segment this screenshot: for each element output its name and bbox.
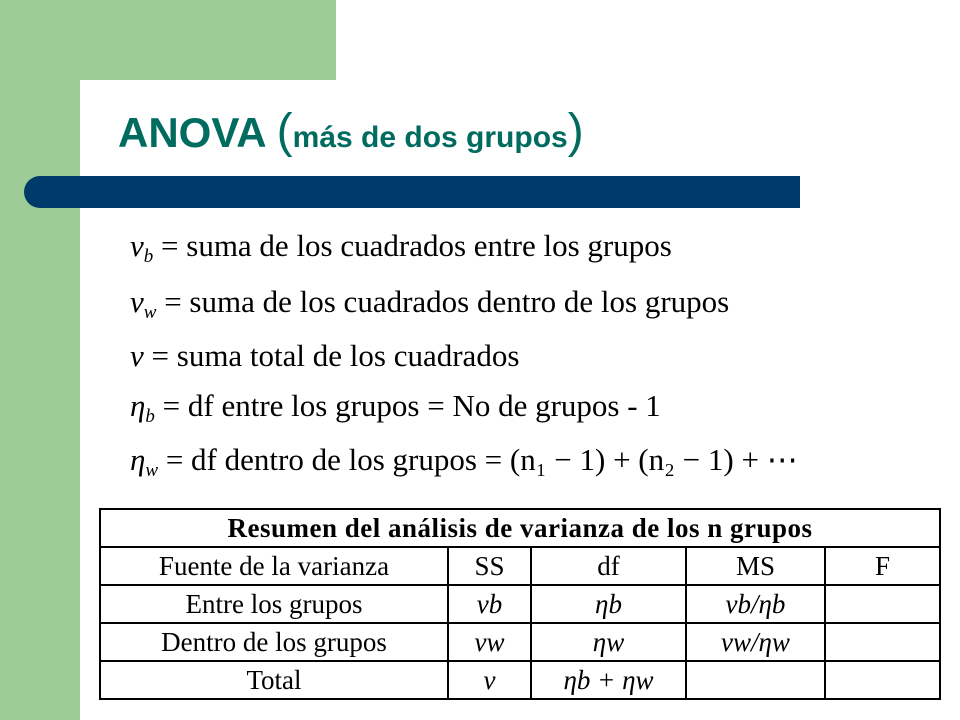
- left-green-band: [0, 0, 80, 720]
- formula-subscript: b: [145, 406, 155, 427]
- table-cell: [825, 585, 940, 623]
- table-header-row: [100, 547, 940, 585]
- formula-eta-w: [130, 440, 798, 485]
- table-cell: Entre los grupos: [100, 585, 448, 623]
- formula-vb: [130, 226, 672, 271]
- table-row: [100, 623, 940, 661]
- formula-text: = suma de los cuadrados entre los grupos: [153, 228, 672, 263]
- header-cell: Fuente de la varianza: [100, 547, 448, 585]
- table-caption-row: [100, 509, 940, 547]
- title-main: ANOVA: [118, 109, 277, 156]
- table-cell: vb: [448, 585, 531, 623]
- title-paren-close: ): [567, 105, 584, 158]
- table-cell: [825, 623, 940, 661]
- formula-symbol: v: [130, 284, 144, 319]
- table-cell: [825, 661, 940, 699]
- formula-text: = df entre los grupos = No de grupos - 1: [154, 388, 661, 423]
- table-cell: Dentro de los grupos: [100, 623, 448, 661]
- top-green-block: [80, 0, 336, 80]
- table-row: [100, 661, 940, 699]
- table-cell: v: [448, 661, 531, 699]
- table-cell: vw: [448, 623, 531, 661]
- formula-eta-b: [130, 386, 661, 431]
- formula-symbol: v: [130, 338, 144, 373]
- formula-symbol: η: [130, 388, 146, 423]
- table-row: [100, 585, 940, 623]
- header-cell: SS: [448, 547, 531, 585]
- header-cell: df: [531, 547, 686, 585]
- slide-title: [118, 104, 584, 166]
- formula-subscript: b: [143, 246, 154, 267]
- formula-symbol: v: [130, 228, 144, 263]
- anova-summary-table: [99, 508, 941, 700]
- table-caption: Resumen del análisis de varianza de los n grupos: [100, 509, 940, 547]
- table-cell: ηb: [531, 585, 686, 623]
- table-cell: ηb + ηw: [531, 661, 686, 699]
- formula-text: = df dentro de los grupos = (n₁ − 1) + (n₂ − 1) + ⋯: [158, 442, 798, 477]
- table-cell: Total: [100, 661, 448, 699]
- title-subtitle: más de dos grupos: [292, 121, 568, 154]
- table-cell: ηw: [531, 623, 686, 661]
- formula-subscript: w: [143, 302, 157, 323]
- header-cell: MS: [686, 547, 825, 585]
- formula-symbol: η: [130, 442, 146, 477]
- table-cell: vw/ηw: [686, 623, 825, 661]
- formula-subscript: w: [145, 460, 159, 481]
- title-paren-open: (: [276, 105, 293, 158]
- header-cell: F: [825, 547, 940, 585]
- formula-text: = suma total de los cuadrados: [143, 338, 520, 373]
- table-cell: [686, 661, 825, 699]
- formula-vw: [130, 282, 729, 327]
- title-underline-bar: [24, 176, 800, 208]
- formula-v: [130, 336, 519, 381]
- table-cell: vb/ηb: [686, 585, 825, 623]
- formula-text: = suma de los cuadrados dentro de los grupos: [156, 284, 730, 319]
